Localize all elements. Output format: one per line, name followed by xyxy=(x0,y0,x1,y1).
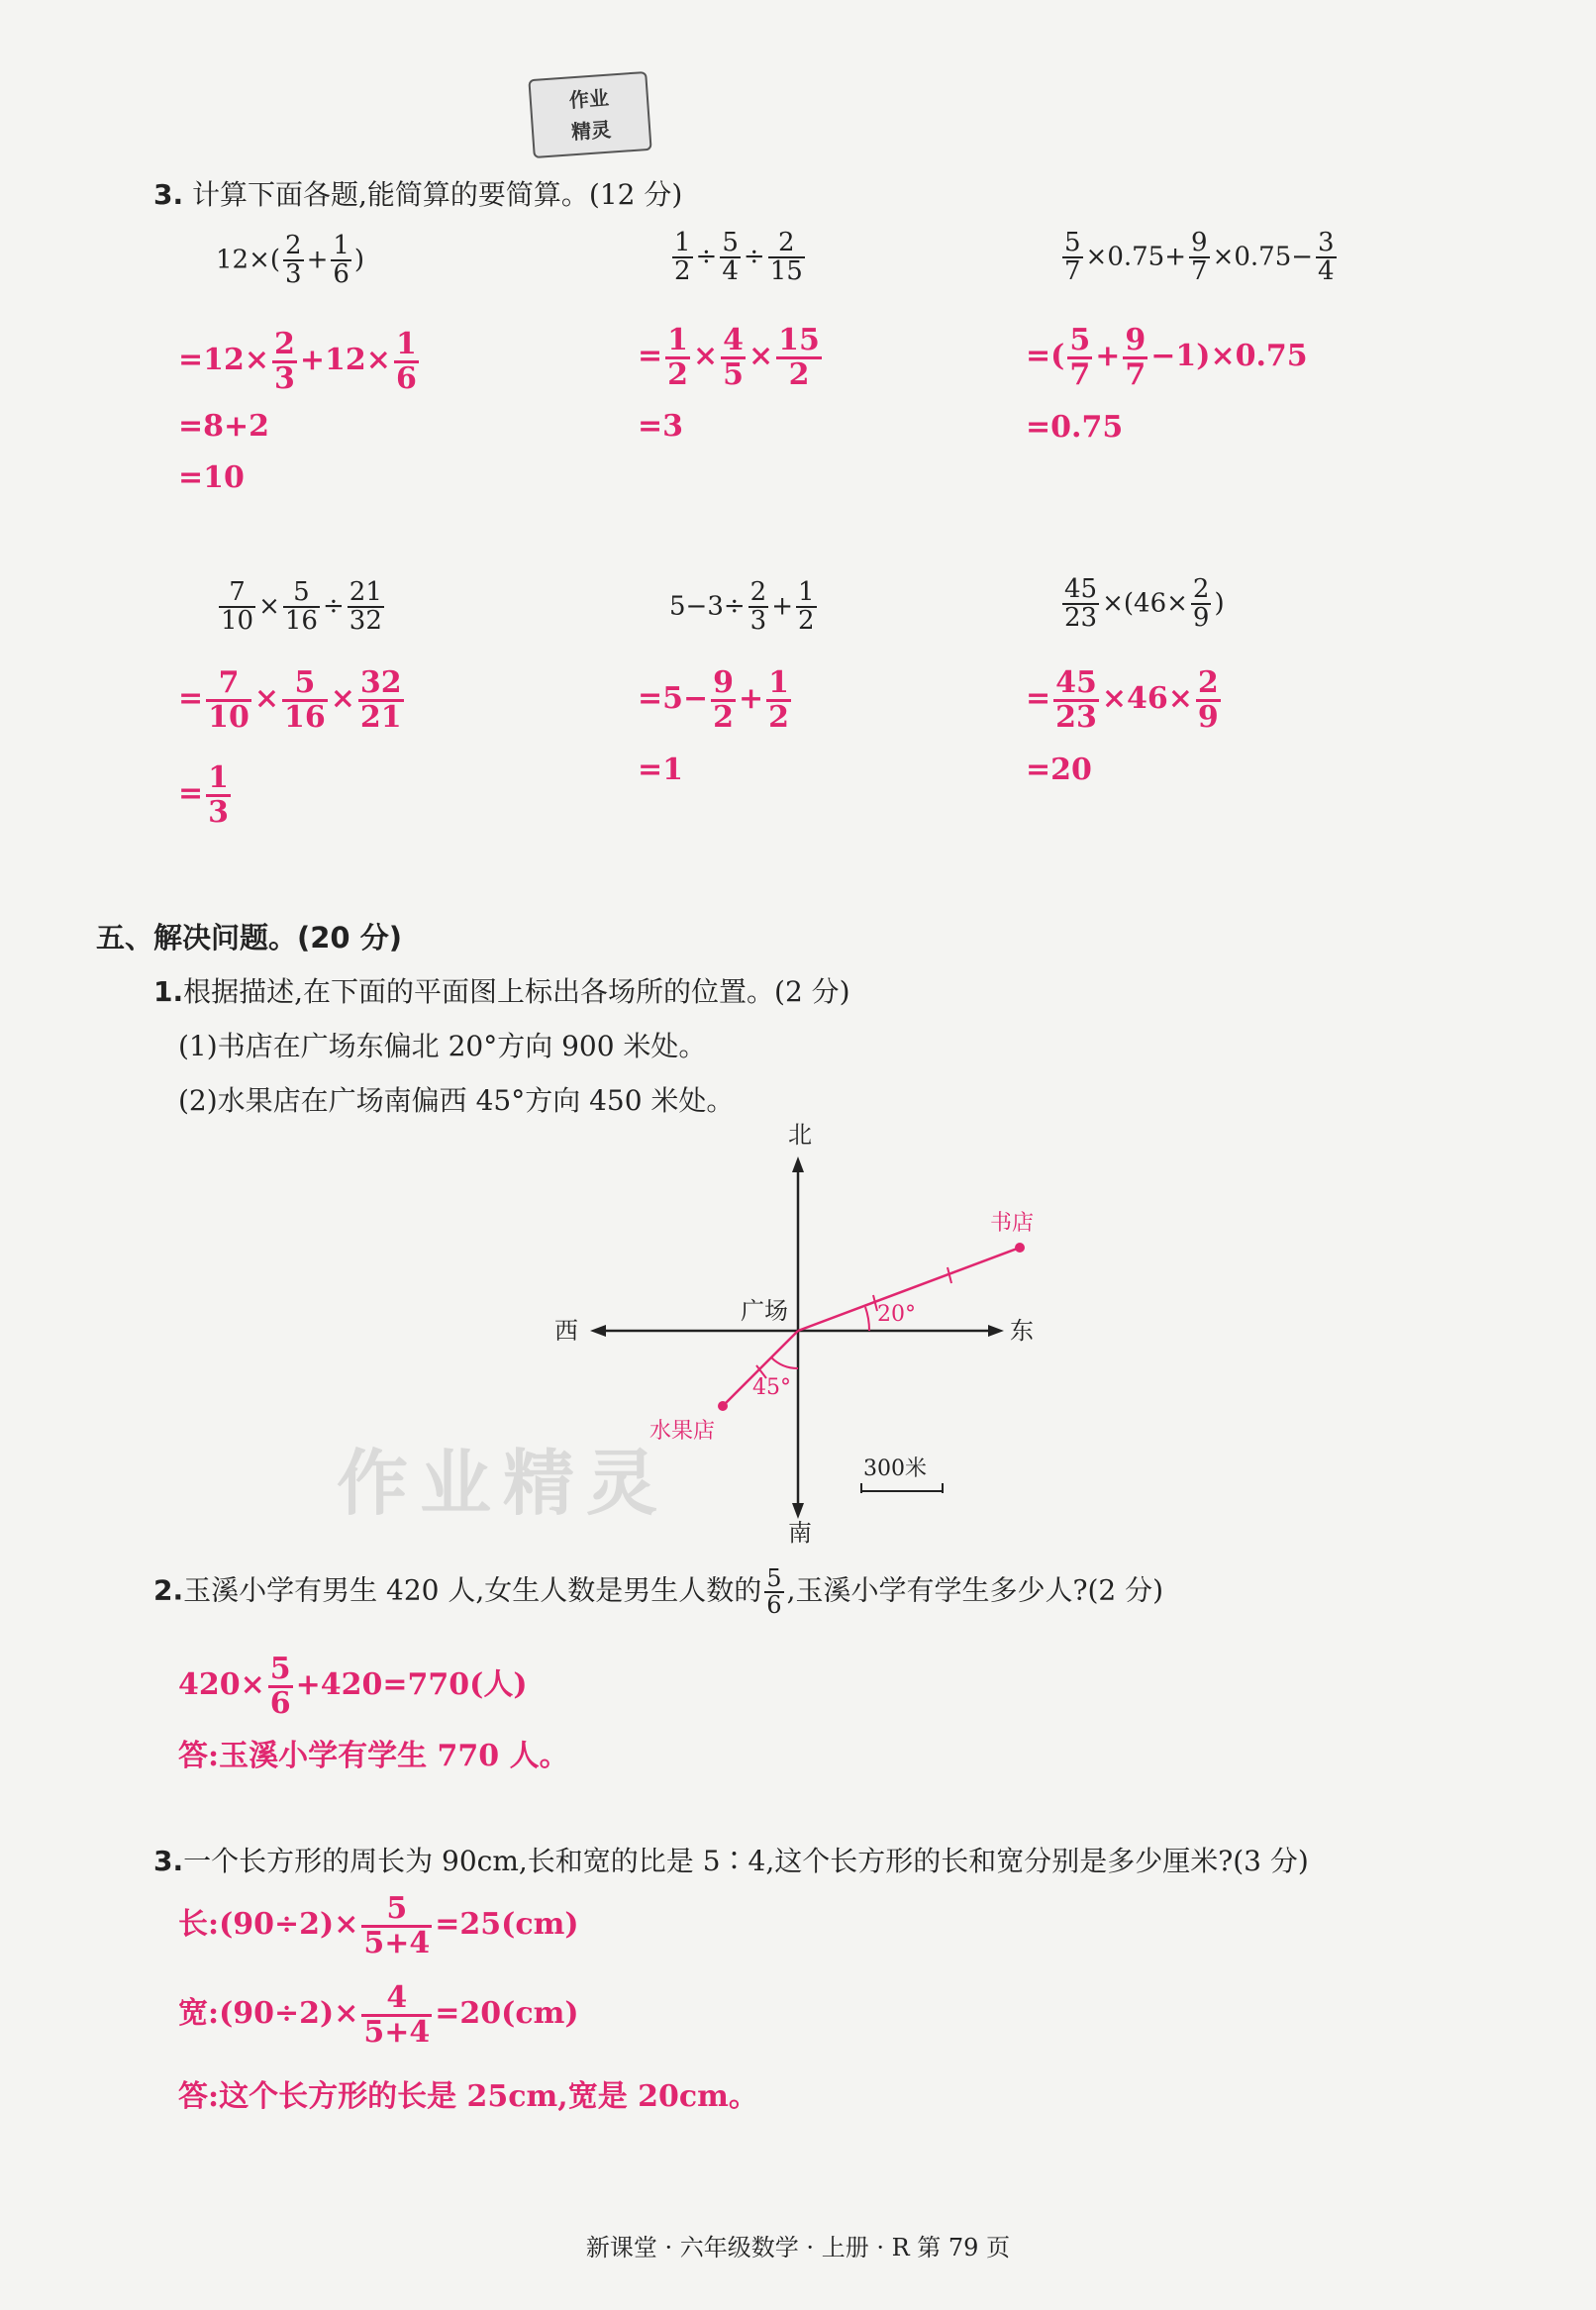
east-label: 东 xyxy=(1010,1317,1034,1345)
section-title: 五、解决问题。(20 分) xyxy=(96,921,402,954)
fraction: $\frac{1}{6}$ xyxy=(333,231,349,290)
answer-3-line2: =0.75 xyxy=(1026,410,1124,445)
bookstore-point xyxy=(1015,1243,1025,1253)
east-arrow-icon xyxy=(988,1325,1004,1337)
question-number: 3. xyxy=(153,178,184,211)
bookstore-label: 书店 xyxy=(990,1211,1035,1236)
watermark: 作业精灵 xyxy=(337,1442,670,1525)
s3-answer-line1: 长:(90÷2)× $\frac{5}{5+4}$ =25(cm) xyxy=(178,1891,579,1960)
answer-1-line3: =10 xyxy=(178,460,245,495)
expr-text: 12×( xyxy=(216,245,281,275)
answer-2-line1: = $\frac{1}{2}$ × $\frac{4}{5}$ × $\frac{15}{2}$ xyxy=(638,323,820,392)
angle-arc-20 xyxy=(865,1307,869,1331)
s2-title: 2.玉溪小学有男生 420 人,女生人数是男生人数的 $\frac{5}{6}$ ,玉溪小学有学生多少人?(2 分) xyxy=(153,1564,1164,1620)
s2-answer-line2: 答:玉溪小学有学生 770 人。 xyxy=(178,1739,569,1773)
answer-4-line2: = $\frac{1}{3}$ xyxy=(178,760,230,830)
angle-45-label: 45° xyxy=(752,1375,791,1400)
problem-4: $\frac{7}{10}$ × $\frac{5}{16}$ ÷ $\frac{21}{32}$ xyxy=(221,577,382,637)
expr-text: ) xyxy=(353,245,365,275)
north-label: 北 xyxy=(788,1121,812,1149)
north-arrow-icon xyxy=(792,1156,804,1172)
answer-4-line1: = $\frac{7}{10}$ × $\frac{5}{16}$ × $\frac{32}{21}$ xyxy=(178,665,402,735)
angle-arc-45 xyxy=(771,1357,798,1368)
operator: + xyxy=(306,245,329,275)
answer-6-line1: = $\frac{45}{23}$ ×46× $\frac{2}{9}$ xyxy=(1026,665,1219,735)
problem-2: $\frac{1}{2}$ ÷ $\frac{5}{4}$ ÷ $\frac{2}{15}$ xyxy=(674,228,803,287)
problem-3: $\frac{5}{7}$ ×0.75+ $\frac{9}{7}$ ×0.75− $\frac{3}{4}$ xyxy=(1064,228,1335,287)
scale-label: 300米 xyxy=(863,1456,927,1481)
fruitstore-label: 水果店 xyxy=(649,1419,716,1444)
angle-20-label: 20° xyxy=(877,1302,916,1327)
answer-2-line2: =3 xyxy=(638,409,684,444)
west-arrow-icon xyxy=(590,1325,606,1337)
question-3-title xyxy=(153,173,682,213)
answer-1-line1: =12× $\frac{2}{3}$ +12× $\frac{1}{6}$ xyxy=(178,327,417,396)
s1-title: 1.根据描述,在下面的平面图上标出各场所的位置。(2 分) xyxy=(153,975,850,1008)
problem-6: $\frac{45}{23}$ ×(46× $\frac{2}{9}$ ) xyxy=(1064,574,1225,634)
s1-item2: (2)水果店在广场南偏西 45°方向 450 米处。 xyxy=(178,1084,735,1117)
answer-5-line1: =5− $\frac{9}{2}$ + $\frac{1}{2}$ xyxy=(638,665,790,735)
answer-5-line2: =1 xyxy=(638,753,684,787)
fruitstore-point xyxy=(718,1401,728,1411)
s1-item1: (1)书店在广场东偏北 20°方向 900 米处。 xyxy=(178,1030,707,1062)
south-arrow-icon xyxy=(792,1503,804,1519)
problem-5: 5−3÷ $\frac{2}{3}$ + $\frac{1}{2}$ xyxy=(669,577,815,637)
stamp-line1: 作业 xyxy=(568,85,610,113)
problem-1 xyxy=(216,233,364,289)
answer-1-line2: =8+2 xyxy=(178,409,270,444)
s2-answer-line1: 420× $\frac{5}{6}$ +420=770(人) xyxy=(178,1652,528,1721)
fraction: $\frac{2}{3}$ xyxy=(285,231,302,290)
stamp-logo xyxy=(528,71,651,158)
page-footer: 新课堂 · 六年级数学 · 上册 · R 第 79 页 xyxy=(585,2234,1011,2261)
south-label: 南 xyxy=(788,1519,812,1545)
question-text: 计算下面各题,能简算的要简算。(12 分) xyxy=(192,178,683,211)
s3-title: 3.一个长方形的周长为 90cm,长和宽的比是 5∶4,这个长方形的长和宽分别是多少厘米?(3 分) xyxy=(153,1845,1309,1877)
west-label: 西 xyxy=(554,1317,578,1345)
s3-answer-line3: 答:这个长方形的长是 25cm,宽是 20cm。 xyxy=(178,2079,758,2114)
stamp-line2: 精灵 xyxy=(570,117,612,145)
s3-answer-line2: 宽:(90÷2)× $\frac{4}{5+4}$ =20(cm) xyxy=(178,1980,579,2050)
answer-6-line2: =20 xyxy=(1026,753,1092,787)
center-label: 广场 xyxy=(741,1297,788,1325)
answer-3-line1: =( $\frac{5}{7}$ + $\frac{9}{7}$ −1)×0.75 xyxy=(1026,323,1308,392)
